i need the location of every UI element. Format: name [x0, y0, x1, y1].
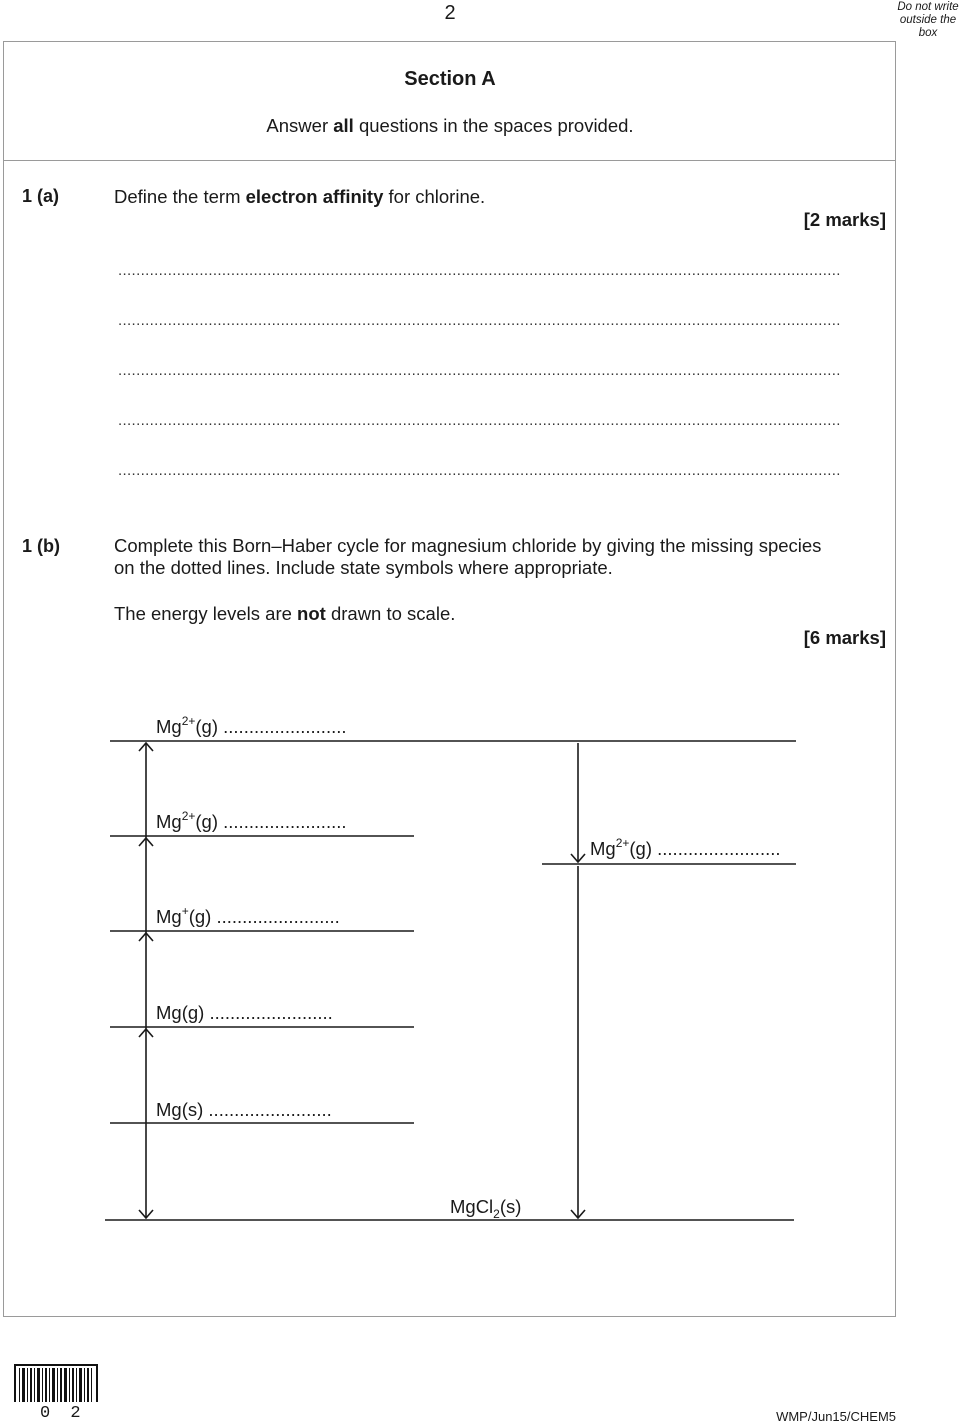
level-label-mg2plus-top: $Mg^{2+}(g)$ ........................: [156, 714, 347, 737]
question-1b-number: 1 (b): [22, 536, 60, 556]
margin-note-line-2: outside the: [899, 14, 957, 26]
level-label-mg2plus-right: $Mg^{2+}(g)$ ........................: [590, 836, 781, 859]
scale-note-bold: not: [297, 603, 326, 624]
paper-reference: WMP/Jun15/CHEM5: [776, 1409, 896, 1424]
page-number: 2: [444, 2, 456, 24]
question-1b-marks: [6 marks]: [803, 627, 886, 648]
scale-note-post: drawn to scale.: [325, 603, 456, 624]
q1a-text-post: for chlorine.: [383, 186, 486, 207]
page-code: 0 2: [40, 1404, 86, 1423]
level-label-mg2plus-mid: $Mg^{2+}(g)$ ........................: [156, 809, 347, 832]
answer-line-1[interactable]: ................................................................................................................................................................: [118, 262, 841, 279]
level-label-mg-solid: Mg(s) ........................: [156, 1099, 332, 1120]
level-label-mgplus: Mg+(g) ........................: [156, 904, 340, 927]
answer-line-5[interactable]: ................................................................................................................................................................: [118, 462, 841, 479]
section-title: Section A: [404, 68, 496, 90]
instruction-post: questions in the spaces provided.: [353, 115, 634, 136]
q1b-text-line-1: Complete this Born–Haber cycle for magnesium chloride by giving the missing species: [114, 535, 822, 556]
scale-note-pre: The energy levels are: [114, 603, 298, 624]
barcode: [14, 1364, 98, 1402]
level-label-mg-gas: Mg(g) ........................: [156, 1002, 333, 1023]
q1a-text-pre: Define the term: [114, 186, 246, 207]
question-1a-marks: [2 marks]: [803, 209, 886, 230]
answer-line-4[interactable]: ................................................................................................................................................................: [118, 412, 841, 429]
question-1a-number: 1 (a): [22, 186, 60, 206]
margin-note-line-1: Do not write: [897, 1, 959, 13]
q1a-text-bold: electron affinity: [245, 186, 384, 207]
answer-line-2[interactable]: ................................................................................................................................................................: [118, 312, 841, 329]
q1b-text-line-2: on the dotted lines. Include state symbols where appropriate.: [114, 557, 613, 578]
instruction-bold: all: [333, 115, 354, 136]
level-label-mgcl2: MgCl$_2$(s): [450, 1196, 522, 1221]
instruction-pre: Answer: [266, 115, 334, 136]
margin-note-line-3: box: [918, 27, 938, 39]
answer-line-3[interactable]: ................................................................................................................................................................: [118, 362, 841, 379]
